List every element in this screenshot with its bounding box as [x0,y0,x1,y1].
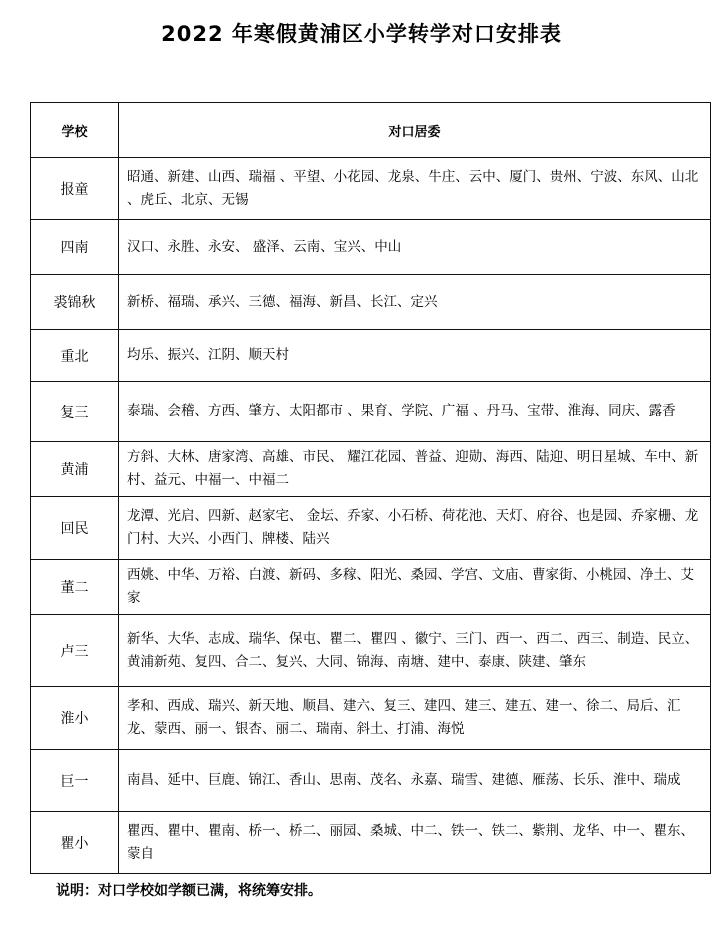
school-name: 董二 [31,560,119,615]
table-header-row [31,103,711,158]
table-row [31,442,711,497]
school-name: 裘锦秋 [31,275,119,330]
committee-list: 昭通、新建、山西、瑞福 、平望、小花园、龙泉、牛庄、云中、厦门、贵州、宁波、东风、山北 、虎丘、北京、无锡 [119,158,711,220]
school-name: 重北 [31,330,119,382]
school-name: 回民 [31,497,119,560]
school-name: 巨一 [31,750,119,812]
enrollment-table [30,102,711,874]
committee-list: 泰瑞、会稽、方西、肇方、太阳都市 、果育、学院、广福 、丹马、宝带、淮海、同庆、露香 [119,382,711,442]
committee-list: 南昌、延中、巨鹿、锦江、香山、思南、茂名、永嘉、瑞雪、建德、雁荡、长乐、淮中、瑞成 [119,750,711,812]
table-row [31,687,711,750]
committee-list: 新桥、福瑞、承兴、三德、福海、新昌、长江、定兴 [119,275,711,330]
committee-list: 方斜、大林、唐家湾、高雄、市民、 耀江花园、普益、迎勋、海西、陆迎、明日星城、车中、新村、益元、中福一、中福二 [119,442,711,497]
footnote: 说明：对口学校如学额已满，将统筹安排。 [56,883,322,899]
table-row [31,275,711,330]
table-row [31,812,711,874]
table-row [31,158,711,220]
committee-list: 新华、大华、志成、瑞华、保屯、瞿二、瞿四 、徽宁、三门、西一、西二、西三、制造、民立、黄浦新苑、复四、合二、复兴、大同、锦海、南塘、建中、泰康、陕建、肇东 [119,615,711,687]
table-row [31,615,711,687]
table-row [31,330,711,382]
header-committees: 对口居委 [119,103,711,158]
committee-list: 瞿西、瞿中、瞿南、桥一、桥二、丽园、桑城、中二、铁一、铁二、紫荆、龙华、中一、瞿东、蒙自 [119,812,711,874]
committee-list: 均乐、振兴、江阴、顺天村 [119,330,711,382]
school-name: 四南 [31,220,119,275]
header-school: 学校 [31,103,119,158]
committee-list: 西姚、中华、万裕、白渡、新码、多稼、阳光、桑园、学宫、文庙、曹家街、小桃园、净土、艾家 [119,560,711,615]
committee-list: 龙潭、光启、四新、赵家宅、 金坛、乔家、小石桥、荷花池、天灯、府谷、也是园、乔家栅、龙门村、大兴、小西门、牌楼、陆兴 [119,497,711,560]
table-row [31,497,711,560]
table-row [31,220,711,275]
school-name: 复三 [31,382,119,442]
table-row [31,382,711,442]
table-row [31,560,711,615]
committee-list: 汉口、永胜、永安、 盛泽、云南、宝兴、中山 [119,220,711,275]
page-title: 2022 年寒假黄浦区小学转学对口安排表 [161,22,562,46]
school-name: 黄浦 [31,442,119,497]
school-name: 报童 [31,158,119,220]
school-name: 卢三 [31,615,119,687]
school-name: 淮小 [31,687,119,750]
committee-list: 孝和、西成、瑞兴、新天地、顺昌、建六、复三、建四、建三、建五、建一、徐二、局后、汇龙、蒙西、丽一、银杏、丽二、瑞南、斜土、打浦、海悦 [119,687,711,750]
school-name: 瞿小 [31,812,119,874]
table-row [31,750,711,812]
